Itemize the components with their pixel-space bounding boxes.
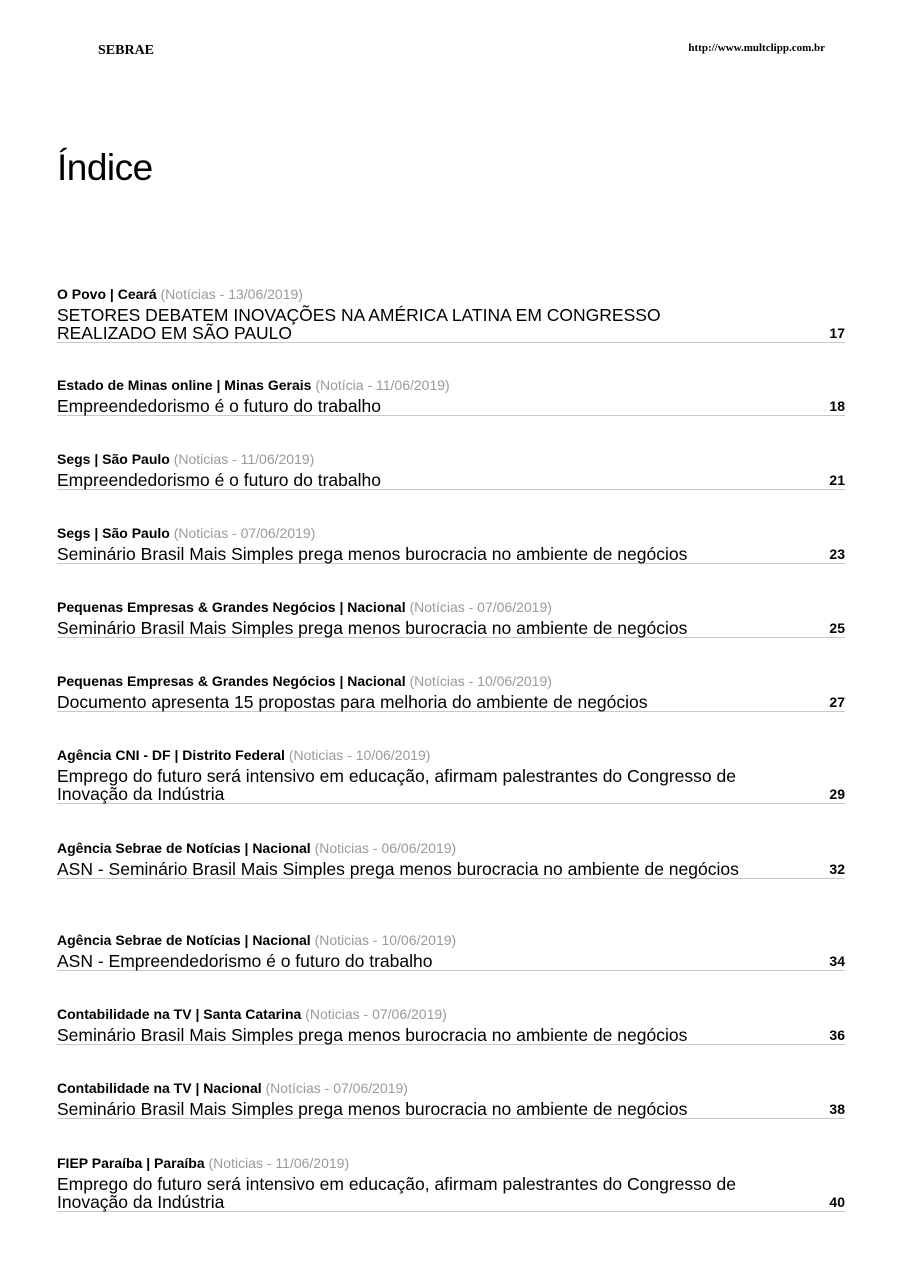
toc-entry[interactable]: [57, 747, 845, 804]
toc-entry[interactable]: [57, 1080, 845, 1119]
entry-meta: [57, 1006, 845, 1022]
entry-page-number[interactable]: 25: [829, 620, 845, 636]
entry-meta: [57, 840, 845, 856]
entry-row: [57, 619, 845, 637]
entry-date: (Notícia - 11/06/2019): [315, 377, 450, 393]
entry-page-number[interactable]: 21: [829, 472, 845, 488]
entry-source: Segs | São Paulo: [57, 451, 170, 467]
entry-page-number[interactable]: 34: [829, 953, 845, 969]
entry-row: [57, 1026, 845, 1044]
entry-meta: [57, 673, 845, 689]
toc-entry[interactable]: [57, 673, 845, 712]
entry-page-number[interactable]: 40: [829, 1194, 845, 1210]
entry-headline[interactable]: Seminário Brasil Mais Simples prega menos burocracia no ambiente de negócios: [57, 618, 688, 638]
entry-source: Contabilidade na TV | Nacional: [57, 1080, 262, 1096]
entry-meta: [57, 747, 845, 763]
entry-date: (Noticias - 10/06/2019): [288, 747, 431, 763]
entry-page-number[interactable]: 17: [829, 325, 845, 341]
entry-headline[interactable]: Seminário Brasil Mais Simples prega menos burocracia no ambiente de negócios: [57, 1099, 688, 1119]
entry-headline[interactable]: ASN - Empreendedorismo é o futuro do trabalho: [57, 951, 433, 971]
entry-date: (Notícias - 13/06/2019): [160, 286, 303, 302]
entry-row: [57, 397, 845, 415]
entry-row: [57, 1100, 845, 1118]
entry-page-number[interactable]: 38: [829, 1101, 845, 1117]
page-title: Índice: [57, 147, 153, 188]
toc-entry[interactable]: [57, 599, 845, 638]
entry-headline[interactable]: Emprego do futuro será intensivo em educação, afirmam palestrantes do Congresso de Inovação da Indústria: [57, 766, 736, 804]
toc-entry[interactable]: [57, 1155, 845, 1212]
entry-source: Segs | São Paulo: [57, 525, 170, 541]
entry-row: [57, 952, 845, 970]
entry-page-number[interactable]: 32: [829, 861, 845, 877]
entry-page-number[interactable]: 18: [829, 398, 845, 414]
entry-meta: [57, 932, 845, 948]
entry-date: (Noticias - 07/06/2019): [173, 525, 316, 541]
entry-headline[interactable]: SETORES DEBATEM INOVAÇÕES NA AMÉRICA LATINA EM CONGRESSO REALIZADO EM SÃO PAULO: [57, 305, 661, 343]
entry-meta: [57, 451, 845, 467]
entry-source: Agência Sebrae de Notícias | Nacional: [57, 932, 311, 948]
entry-source: Agência CNI - DF | Distrito Federal: [57, 747, 285, 763]
entry-row: [57, 693, 845, 711]
entry-row: [57, 545, 845, 563]
entry-source: O Povo | Ceará: [57, 286, 157, 302]
entry-meta: [57, 525, 845, 541]
entry-date: (Noticias - 11/06/2019): [208, 1155, 350, 1171]
toc-entry[interactable]: [57, 932, 845, 971]
entry-row: [57, 306, 845, 342]
entry-meta: [57, 599, 845, 615]
entry-date: (Notícias - 10/06/2019): [409, 673, 552, 689]
entry-page-number[interactable]: 36: [829, 1027, 845, 1043]
entry-meta: [57, 377, 845, 393]
entry-date: (Noticias - 07/06/2019): [305, 1006, 447, 1022]
toc-entry[interactable]: [57, 525, 845, 564]
entry-date: (Noticias - 06/06/2019): [314, 840, 457, 856]
entry-source: Contabilidade na TV | Santa Catarina: [57, 1006, 302, 1022]
entry-source: Estado de Minas online | Minas Gerais: [57, 377, 312, 393]
toc-entry[interactable]: [57, 1006, 845, 1045]
entry-date: (Noticias - 10/06/2019): [314, 932, 457, 948]
entry-meta: [57, 1155, 845, 1171]
entry-source: FIEP Paraíba | Paraíba: [57, 1155, 205, 1171]
entry-row: [57, 860, 845, 878]
toc-entry[interactable]: [57, 451, 845, 490]
entry-headline[interactable]: Documento apresenta 15 propostas para melhoria do ambiente de negócios: [57, 692, 648, 712]
entry-meta: [57, 286, 845, 302]
toc-entry[interactable]: [57, 286, 845, 343]
entry-source: Pequenas Empresas & Grandes Negócios | Nacional: [57, 673, 406, 689]
entry-date: (Notícias - 07/06/2019): [265, 1080, 408, 1096]
entry-row: [57, 1175, 845, 1211]
entry-source: Agência Sebrae de Notícias | Nacional: [57, 840, 311, 856]
header-publisher: SEBRAE: [98, 43, 155, 58]
entry-page-number[interactable]: 27: [829, 694, 845, 710]
entry-headline[interactable]: Emprego do futuro será intensivo em educação, afirmam palestrantes do Congresso de Inovação da Indústria: [57, 1174, 736, 1212]
entry-date: (Noticias - 11/06/2019): [173, 451, 315, 467]
toc-entry[interactable]: [57, 840, 845, 879]
entry-row: [57, 767, 845, 803]
entry-row: [57, 471, 845, 489]
toc-entry[interactable]: [57, 377, 845, 416]
entry-page-number[interactable]: 23: [829, 546, 845, 562]
header-url[interactable]: http://www.multclipp.com.br: [688, 42, 825, 54]
entry-headline[interactable]: Empreendedorismo é o futuro do trabalho: [57, 396, 381, 416]
entry-headline[interactable]: Seminário Brasil Mais Simples prega menos burocracia no ambiente de negócios: [57, 1025, 688, 1045]
entry-page-number[interactable]: 29: [829, 786, 845, 802]
entry-meta: [57, 1080, 845, 1096]
entry-date: (Notícias - 07/06/2019): [409, 599, 552, 615]
entry-source: Pequenas Empresas & Grandes Negócios | Nacional: [57, 599, 406, 615]
entry-headline[interactable]: ASN - Seminário Brasil Mais Simples prega menos burocracia no ambiente de negócios: [57, 859, 739, 879]
entry-headline[interactable]: Empreendedorismo é o futuro do trabalho: [57, 470, 381, 490]
entry-headline[interactable]: Seminário Brasil Mais Simples prega menos burocracia no ambiente de negócios: [57, 544, 688, 564]
